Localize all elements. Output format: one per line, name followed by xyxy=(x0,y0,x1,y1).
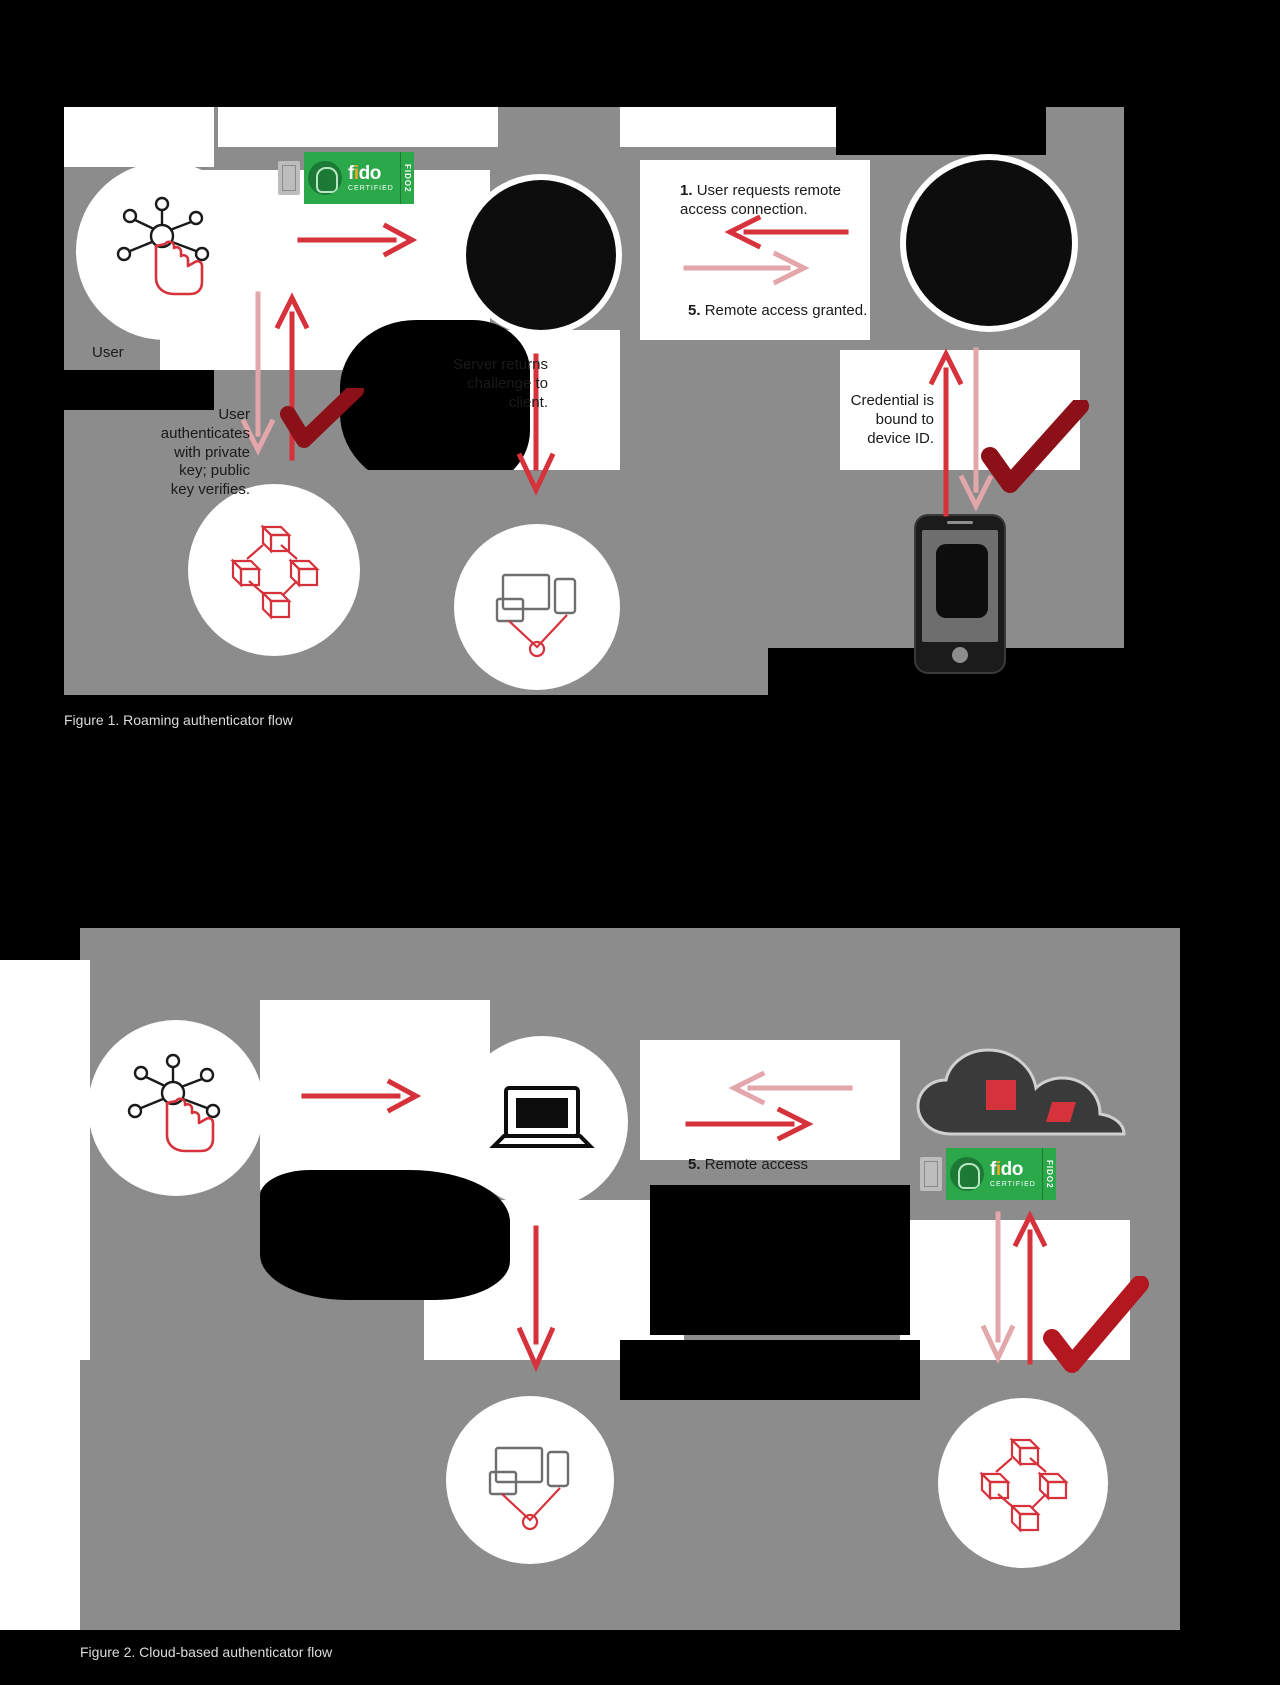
node-authenticator-top[interactable] xyxy=(460,530,614,684)
laptop-icon xyxy=(493,207,589,303)
fingerprint-icon xyxy=(950,1157,984,1191)
phone-speaker xyxy=(947,521,973,524)
node-server-top[interactable] xyxy=(906,160,1072,326)
step-label-top-3: Server returns challenge to client. xyxy=(452,356,548,411)
figure-top-caption: Figure 1. Roaming authenticator flow xyxy=(64,712,293,728)
node-relying-party-bottom[interactable] xyxy=(944,1404,1102,1562)
arrow-user-to-client-bottom xyxy=(300,1068,430,1124)
node-user-bottom[interactable] xyxy=(94,1026,258,1190)
check-icon-top-left xyxy=(280,388,364,473)
fido-certified-label: CERTIFIED xyxy=(348,185,394,192)
node-mobile-top[interactable] xyxy=(914,514,1006,674)
server-icon xyxy=(941,195,1037,291)
cube-network-icon xyxy=(968,1428,1078,1538)
user-touch-network-icon xyxy=(121,1053,231,1163)
phone-screen xyxy=(922,530,998,642)
step-label-top-5: 5. Remote access granted. xyxy=(688,302,868,319)
node-client-bottom[interactable] xyxy=(462,1042,622,1202)
multi-device-icon xyxy=(476,1426,584,1534)
step-label-bottom-5: 5. Remote access xyxy=(688,1156,809,1173)
arrow-client-down-bottom xyxy=(506,1224,566,1374)
step-label-top-4: User authenticates with private key; public key verifies. xyxy=(160,406,250,498)
fingerprint-icon xyxy=(308,161,342,195)
arrow-client-to-cloud-bottom xyxy=(680,1062,856,1142)
top-black-shape-1 xyxy=(836,107,1046,155)
cloud-icon xyxy=(912,1046,1132,1146)
fido-wordmark: fido xyxy=(990,1159,1023,1180)
bottom-white-block-5 xyxy=(0,960,90,1630)
node-user-top[interactable] xyxy=(82,168,248,334)
top-white-block-7 xyxy=(620,107,840,147)
fido2-certified-badge-bottom xyxy=(920,1148,1056,1200)
fido2-side-label: FIDO2 xyxy=(400,152,414,204)
top-black-shape-3 xyxy=(64,370,214,410)
node-relying-party-top[interactable] xyxy=(194,490,354,650)
phone-home-button[interactable] xyxy=(952,647,968,663)
fido2-side-label: FIDO2 xyxy=(1042,1148,1056,1200)
chip-icon xyxy=(920,1157,942,1191)
top-white-block-6 xyxy=(218,107,498,147)
top-white-block-5 xyxy=(64,107,214,167)
bottom-black-shape-2 xyxy=(650,1185,910,1335)
fido-certified-label: CERTIFIED xyxy=(990,1181,1036,1188)
multi-device-icon xyxy=(483,553,591,661)
step-label-top-6: Credential is bound to device ID. xyxy=(850,392,934,447)
chip-icon xyxy=(278,161,300,195)
node-authenticator-bottom[interactable] xyxy=(452,1402,608,1558)
node-cloud-bottom[interactable] xyxy=(912,1046,1132,1151)
fido2-certified-badge-top xyxy=(278,152,414,204)
cube-network-icon xyxy=(219,515,329,625)
fido-wordmark: fido xyxy=(348,163,381,184)
node-label-user-top: User xyxy=(92,344,124,361)
user-touch-network-icon xyxy=(110,196,220,306)
laptop-icon xyxy=(482,1062,602,1182)
node-client-top[interactable] xyxy=(466,180,616,330)
bottom-black-shape-1 xyxy=(260,1170,510,1300)
check-icon-bottom xyxy=(1040,1276,1150,1381)
check-icon-top-right xyxy=(980,400,1090,505)
step-label-top-1: 1. User requests remote access connection. xyxy=(680,182,841,218)
figure-bottom-caption: Figure 2. Cloud-based authenticator flow xyxy=(80,1644,333,1660)
bottom-black-shape-4 xyxy=(620,1340,920,1400)
step-label-bottom-6: 6. xyxy=(933,1326,946,1343)
arrow-user-to-client xyxy=(296,212,426,268)
